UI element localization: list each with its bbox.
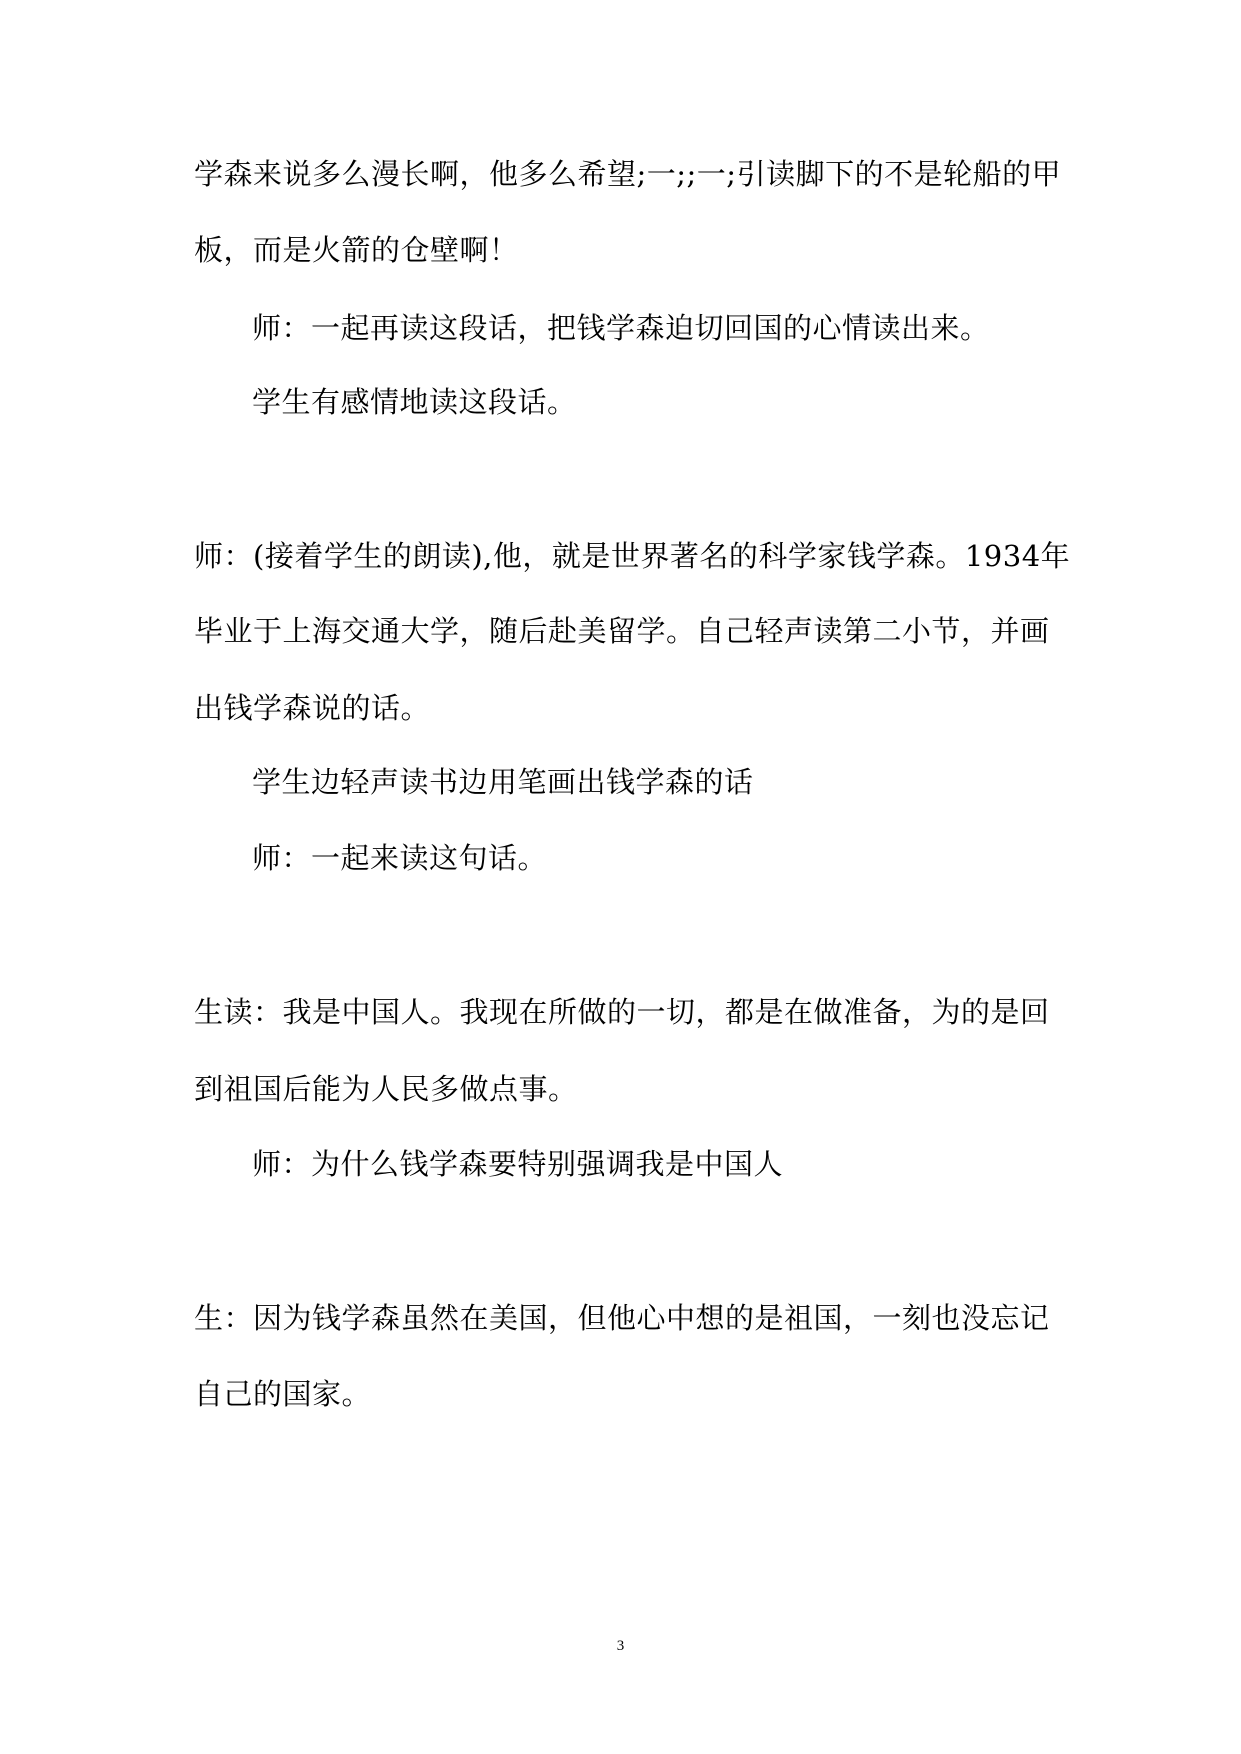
text-line: 生读：我是中国人。我现在所做的一切，都是在做准备，为的是回 [194,995,1050,1029]
page-number: 3 [616,1638,625,1654]
text-line: 师：一起再读这段话，把钱学森迫切回国的心情读出来。 [252,311,990,345]
text-line: 自己的国家。 [194,1377,372,1411]
text-line: 学生有感情地读这段话。 [252,385,577,419]
text-line: 到祖国后能为人民多做点事。 [194,1072,578,1106]
text-line: 出钱学森说的话。 [194,691,431,725]
text-line: 师：一起来读这句话。 [252,841,548,875]
text-line: 师：(接着学生的朗读),他，就是世界著名的科学家钱学森。1934年 [194,539,1071,573]
text-line: 生：因为钱学森虽然在美国，但他心中想的是祖国，一刻也没忘记 [194,1301,1050,1335]
text-line: 学森来说多么漫长啊，他多么希望;一;;一;引读脚下的不是轮船的甲 [194,157,1062,191]
text-line: 学生边轻声读书边用笔画出钱学森的话 [252,765,754,799]
text-line: 师：为什么钱学森要特别强调我是中国人 [252,1147,784,1181]
text-line: 毕业于上海交通大学，随后赴美留学。自己轻声读第二小节，并画 [194,614,1050,648]
text-line: 板，而是火箭的仓壁啊！ [194,233,519,267]
